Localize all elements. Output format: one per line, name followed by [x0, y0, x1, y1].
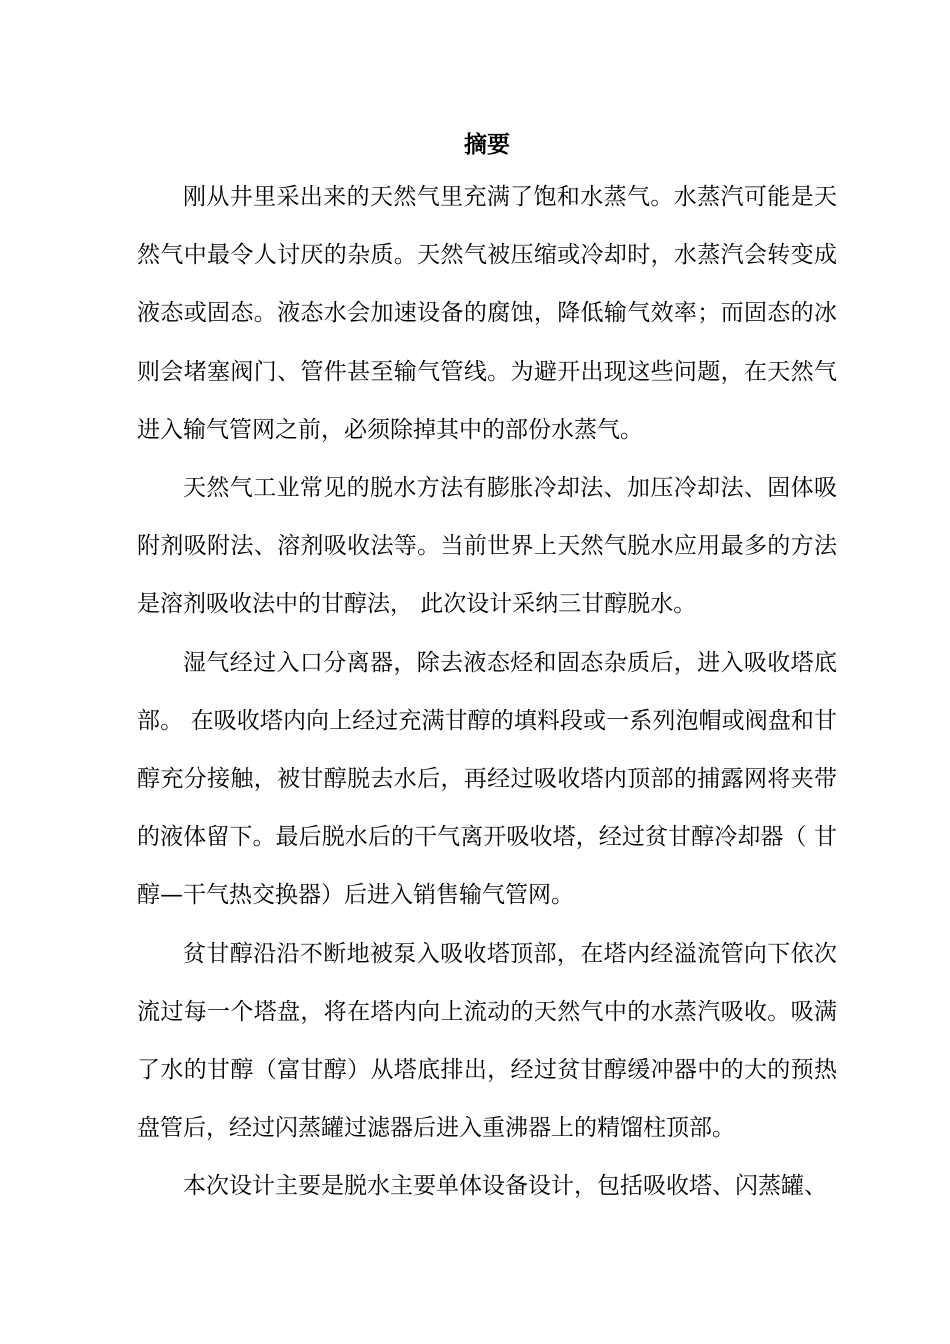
- abstract-body: [137, 168, 837, 1216]
- paragraph-1: 刚从井里采出来的天然气里充满了饱和水蒸气。水蒸汽可能是天然气中最令人讨厌的杂质。天然气被压缩或冷却时，水蒸汽会转变成液态或固态。液态水会加速设备的腐蚀，降低输气效率；而固态的冰则会堵塞阀门、管件甚至输气管线。为避开出现这些问题，在天然气进入输气管网之前，必须除掉其中的部份水蒸气。: [137, 184, 837, 443]
- paragraph-2: 天然气工业常见的脱水方法有膨胀冷却法、加压冷却法、固体吸附剂吸附法、溶剂吸收法等。当前世界上天然气脱水应用最多的方法是溶剂吸收法中的甘醇法， 此次设计采纳三甘醇脱水。: [137, 475, 837, 618]
- paragraph-4: 贫甘醇沿沿不断地被泵入吸收塔顶部，在塔内经溢流管向下依次流过每一个塔盘，将在塔内向上流动的天然气中的水蒸汽吸收。吸满了水的甘醇（富甘醇）从塔底排出，经过贫甘醇缓冲器中的大的预热盘管后，经过闪蒸罐过滤器后进入重沸器上的精馏柱顶部。: [137, 940, 837, 1142]
- abstract-title: 摘要: [464, 132, 510, 158]
- paragraph-5: 本次设计主要是脱水主要单体设备设计，包括吸收塔、闪蒸罐、: [183, 1173, 827, 1200]
- paragraph-3: 湿气经过入口分离器，除去液态烃和固态杂质后，进入吸收塔底部。 在吸收塔内向上经过充满甘醇的填料段或一系列泡帽或阀盘和甘醇充分接触，被甘醇脱去水后，再经过吸收塔内顶部的捕露网将夹带的液体留下。最后脱水后的干气离开吸收塔，经过贫甘醇冷却器（ 甘醇—干气热交换器）后进入销售输气管网。: [137, 649, 837, 909]
